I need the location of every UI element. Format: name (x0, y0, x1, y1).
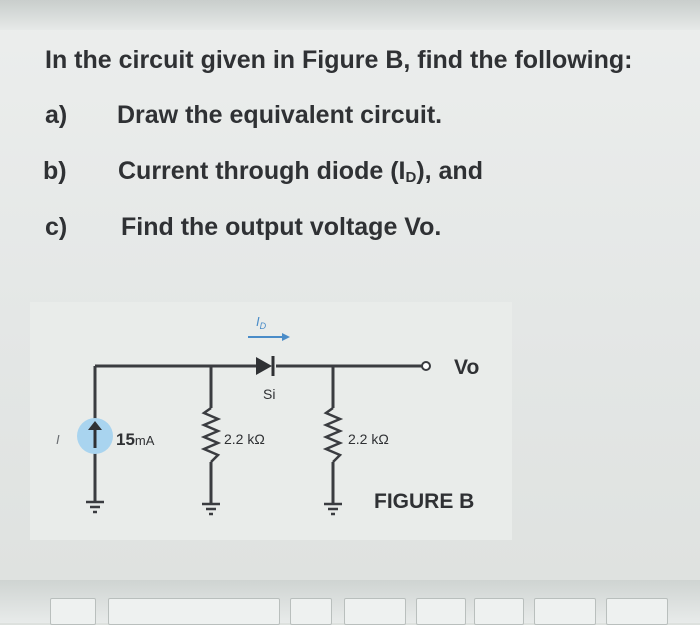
ground-symbols (86, 502, 342, 514)
question-item-a (45, 101, 645, 133)
format-button-2[interactable] (344, 598, 406, 625)
current-arrow-head (282, 333, 290, 341)
question-item-c (45, 213, 645, 245)
toolbar-field[interactable] (108, 598, 280, 625)
output-terminal (422, 362, 430, 370)
item-label-b: b) (43, 157, 67, 185)
keyboard-icon[interactable] (50, 598, 96, 625)
question-heading: In the circuit given in Figure B, find the following: (45, 46, 633, 74)
list-number-icon[interactable] (474, 598, 524, 625)
resistor-2 (326, 408, 340, 462)
output-label: Vo (454, 356, 480, 379)
circuit-diagram (30, 302, 512, 540)
resistor-2-label: 2.2 kΩ (348, 431, 389, 447)
figure-caption: FIGURE B (374, 490, 475, 513)
item-text-c: Find the output voltage Vo. (121, 213, 442, 241)
source-marker: I (56, 432, 60, 447)
item-text-b: Current through diode $(I_D)$, and (118, 157, 483, 186)
figure-b (30, 302, 512, 540)
question-item-b (43, 157, 643, 191)
resistor-1-label: 2.2 kΩ (224, 431, 265, 447)
item-b-subscript: D (405, 169, 417, 186)
source-label: 15mA (116, 430, 155, 449)
format-button-1[interactable] (290, 598, 332, 625)
diode-label: Si (263, 386, 276, 402)
list-bullet-icon[interactable] (416, 598, 466, 625)
item-text-a: Draw the equivalent circuit. (117, 101, 443, 129)
undo-icon[interactable] (534, 598, 596, 625)
editor-toolbar (0, 580, 700, 623)
top-band (0, 0, 700, 30)
diode-symbol (256, 357, 272, 375)
redo-icon[interactable] (606, 598, 668, 625)
item-label-a: a) (45, 101, 68, 129)
resistor-1 (204, 408, 218, 462)
current-label: $I_D$ (256, 314, 267, 331)
item-label-c: c) (45, 213, 68, 241)
